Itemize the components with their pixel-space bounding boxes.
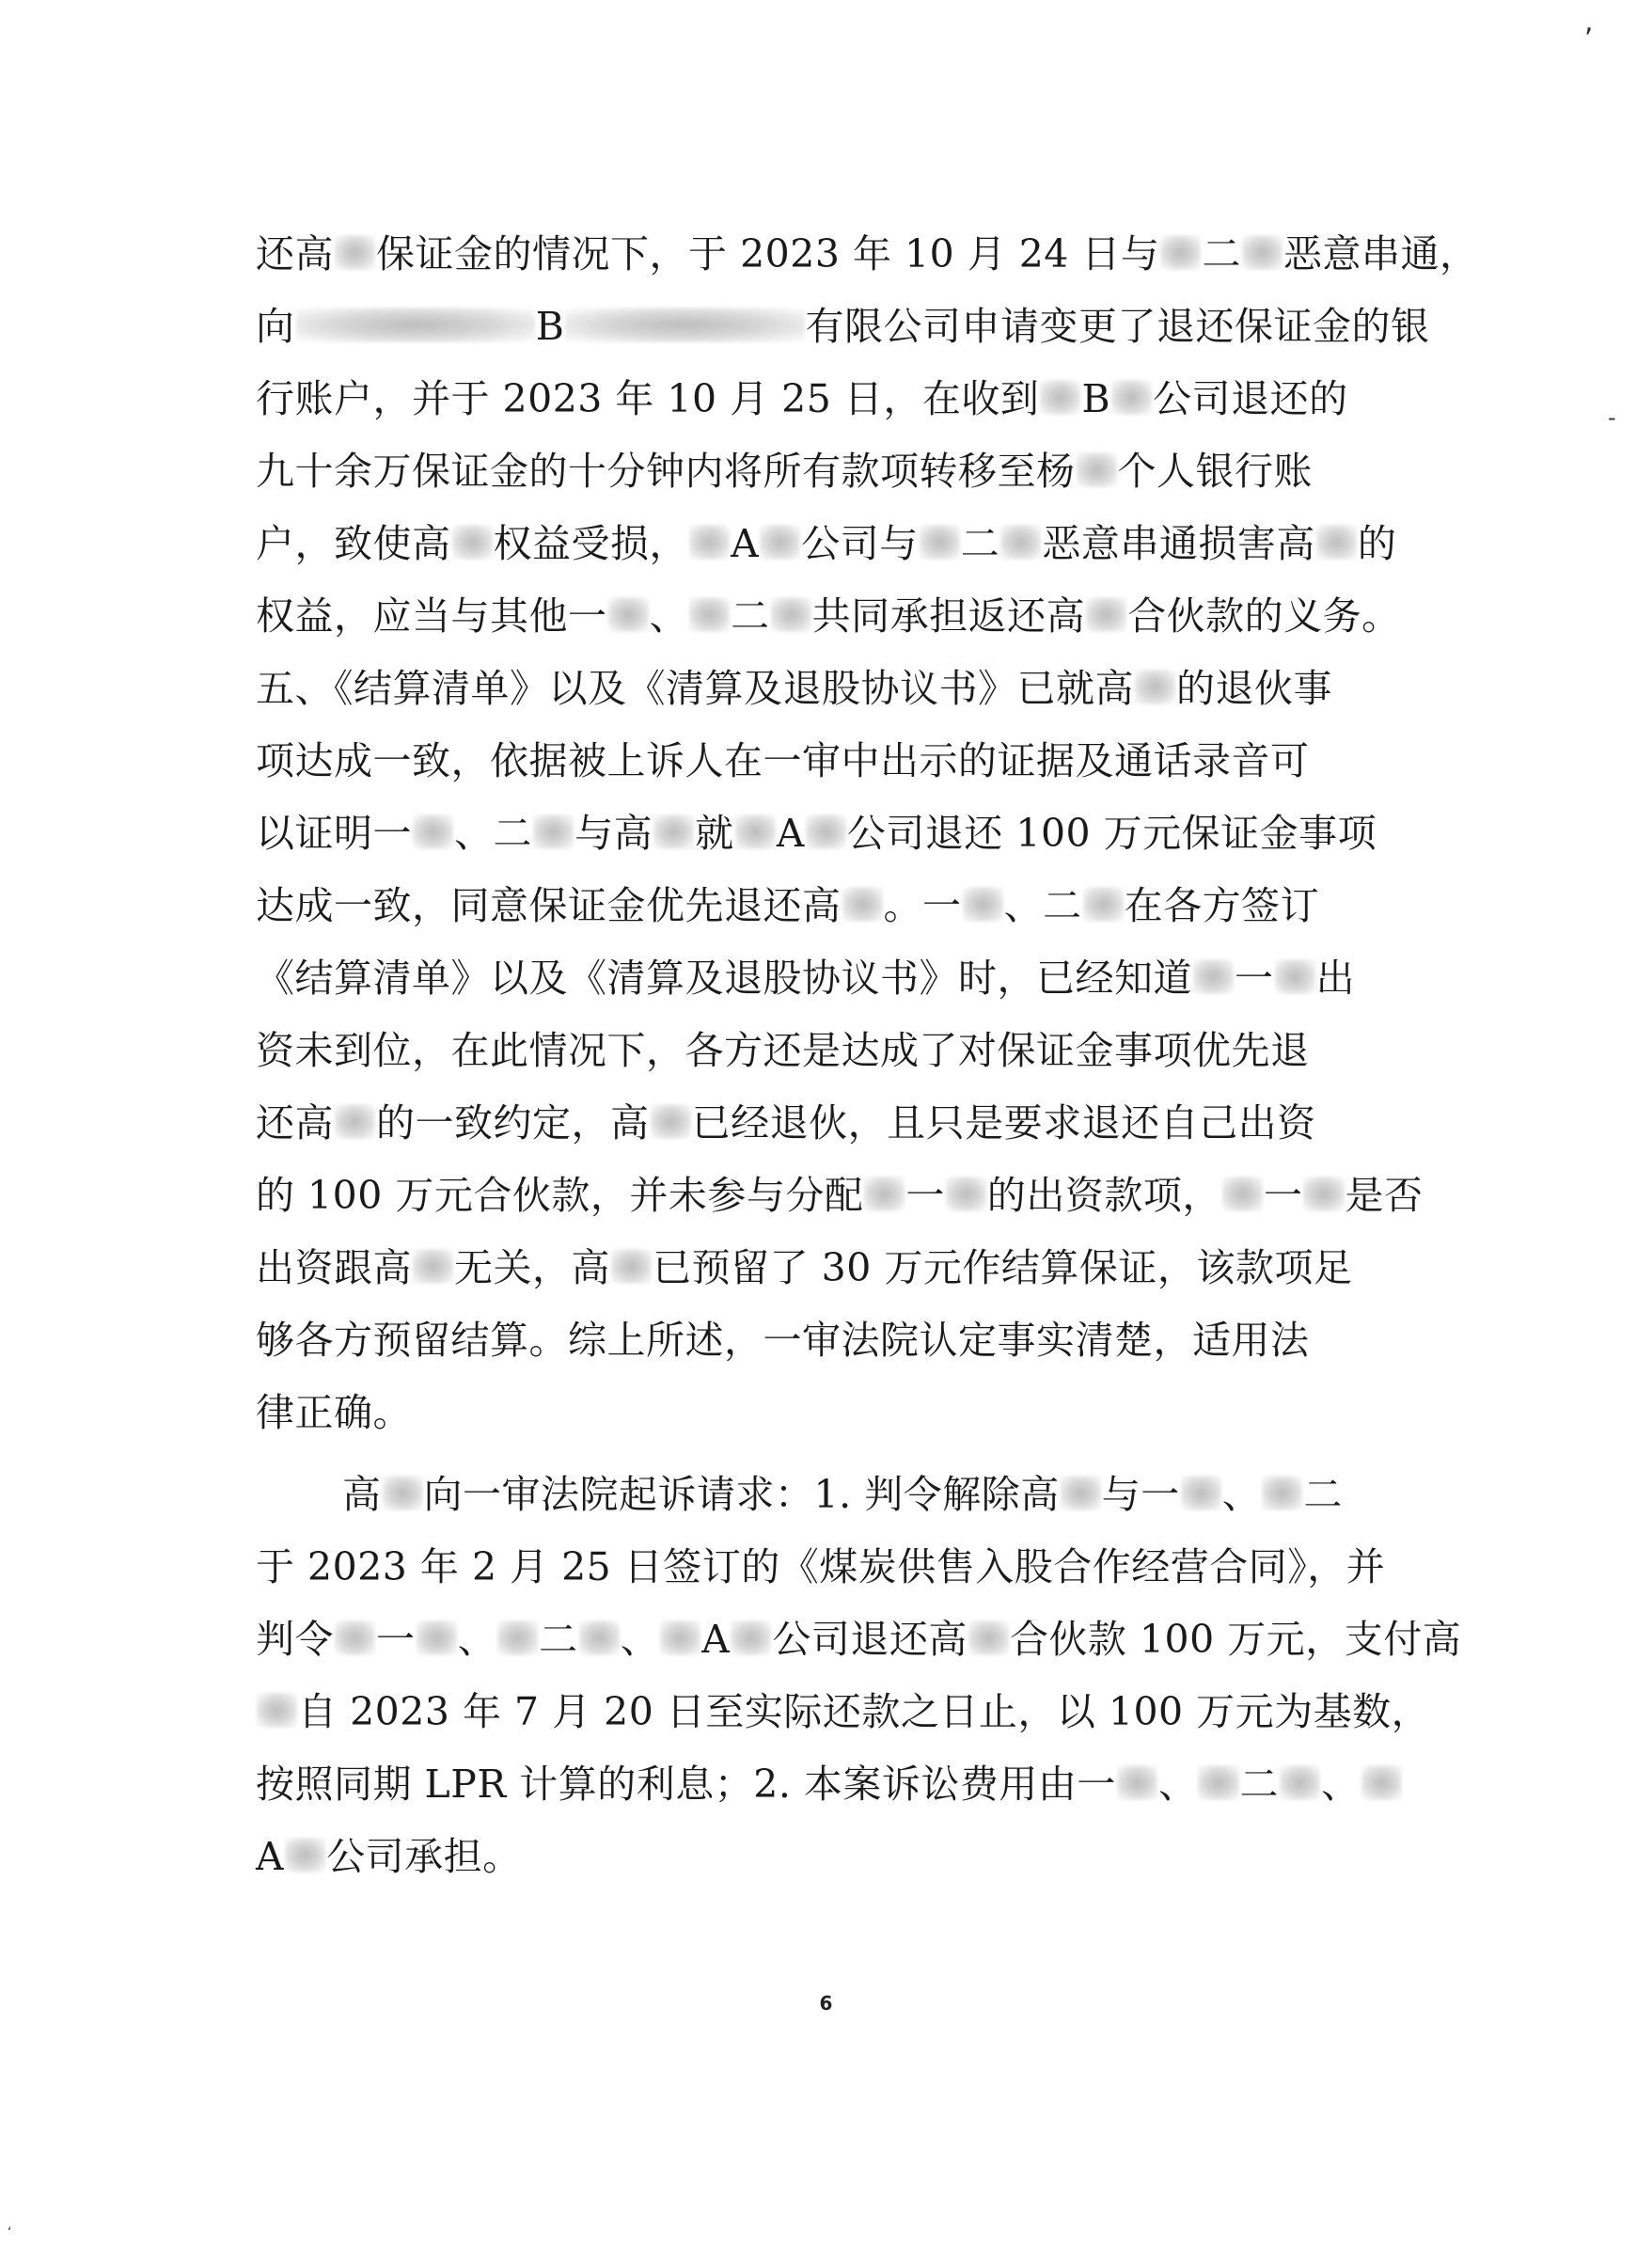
text-segment: 公司退还的 [1153, 376, 1348, 421]
text-segment: 共同承担返还高 [811, 593, 1086, 639]
text-segment: 的 100 万元合伙款，并未参与分配 [256, 1173, 864, 1218]
text-segment: 以证明一 [256, 811, 412, 856]
text-segment: 就 [695, 811, 734, 856]
redacted-name [968, 1620, 1009, 1655]
redacted-name [1316, 525, 1357, 560]
redacted-name [1181, 1476, 1221, 1510]
text-segment: B [535, 304, 565, 349]
text-segment: 。一 [883, 883, 962, 928]
redacted-name [335, 1620, 375, 1655]
redacted-name [842, 887, 883, 922]
redacted-name [383, 1476, 423, 1510]
paragraph-1 [256, 218, 1479, 1449]
text-segment: 与高 [574, 811, 653, 856]
redacted-name [1040, 380, 1080, 415]
text-segment: 二 [1303, 1472, 1343, 1517]
text-segment: 达成一致，同意保证金优先退还高 [256, 883, 842, 928]
redacted-name [1303, 1177, 1344, 1211]
redacted-name [296, 308, 535, 342]
text-segment: 五、《结算清单》以及《清算及退股协议书》已就高 [256, 666, 1134, 711]
text-segment: 够各方预留结算。综上所述，一审法院认定事实清楚，适用法 [256, 1318, 1310, 1363]
text-segment: 《结算清单》以及《清算及退股协议书》时，已经知道 [256, 956, 1192, 1001]
text-segment: 恶意串通， [1283, 231, 1479, 277]
redacted-name [1111, 380, 1152, 415]
text-segment: 公司退还高 [772, 1617, 968, 1662]
text-segment: 于 2023 年 2 月 25 日签订的《煤炭供售入股合作经营合同》，并 [256, 1544, 1386, 1589]
scan-mark-top: , [1584, 6, 1594, 39]
text-line [256, 653, 1412, 725]
text-segment: 的出资款项， [986, 1173, 1221, 1218]
redacted-name [335, 235, 375, 270]
text-segment: 公司退还 100 万元保证金事项 [846, 811, 1377, 856]
text-line [256, 508, 1412, 580]
redacted-name [731, 1620, 771, 1655]
redacted-name [608, 597, 649, 632]
redacted-name [1077, 452, 1117, 487]
text-segment: A [256, 1834, 285, 1879]
text-segment: A [731, 521, 760, 566]
redacted-name [1361, 1765, 1402, 1800]
redacted-name [946, 1177, 986, 1211]
text-line [256, 291, 1430, 363]
text-segment: 公司与 [801, 521, 919, 566]
text-segment: 自 2023 年 7 月 20 日至实际还款之日止，以 100 万元为基数， [298, 1689, 1431, 1734]
redacted-name [1117, 1765, 1157, 1800]
text-segment: 是否 [1345, 1173, 1424, 1218]
text-segment: 二 [1239, 1762, 1279, 1807]
redacted-name [1198, 1765, 1238, 1800]
text-segment: 与一 [1101, 1472, 1180, 1517]
text-segment: 、 [620, 1617, 660, 1662]
redacted-name [1262, 1476, 1302, 1510]
redacted-name [920, 525, 960, 560]
text-line [256, 1377, 1412, 1449]
text-segment: 有限公司申请变更了退还保证金的银 [805, 304, 1430, 349]
redacted-name [1193, 959, 1234, 994]
text-segment: 权益受损， [493, 521, 689, 566]
text-segment: 、二 [454, 811, 533, 856]
text-segment: 、 [1321, 1762, 1361, 1807]
text-segment: 资未到位，在此情况下，各方还是达成了对保证金事项优先退 [256, 1028, 1310, 1073]
redacted-name [1061, 1476, 1101, 1510]
redacted-name [1135, 670, 1175, 704]
body-text [256, 218, 1479, 1893]
text-segment: 高 [342, 1472, 382, 1517]
redacted-name [1000, 525, 1041, 560]
scan-mark-bottom: ʻ [8, 2225, 12, 2240]
redacted-name [864, 1177, 905, 1211]
text-segment: 已预留了 30 万元作结算保证，该款项足 [653, 1245, 1353, 1290]
redacted-name [611, 1249, 652, 1284]
text-segment: 权益，应当与其他一 [256, 593, 607, 639]
text-segment: 的 [1357, 521, 1397, 566]
text-line [256, 218, 1479, 291]
text-segment: 二 [1202, 231, 1241, 277]
redacted-name [1160, 235, 1201, 270]
redacted-name [285, 1838, 325, 1873]
text-segment: 二 [960, 521, 1000, 566]
text-line [256, 363, 1412, 435]
text-segment: 一 [376, 1617, 416, 1662]
text-segment: 恶意串通损害高 [1042, 521, 1315, 566]
redacted-name [452, 525, 493, 560]
redacted-name [335, 1104, 375, 1139]
redacted-name [660, 1620, 700, 1655]
redacted-name [565, 308, 804, 342]
text-segment: 、 [649, 593, 689, 639]
text-segment: 向 [256, 304, 295, 349]
text-line [256, 1087, 1412, 1160]
text-segment: 的一致约定，高 [376, 1100, 650, 1146]
text-segment: 向一审法院起诉请求：1. 判令解除高 [423, 1472, 1060, 1517]
redacted-name [579, 1620, 620, 1655]
text-line [256, 942, 1412, 1015]
text-segment: 项达成一致，依据被上诉人在一审中出示的证据及通话录音可 [256, 738, 1310, 783]
scan-mark-mid: - [1608, 404, 1616, 431]
redacted-name [689, 597, 730, 632]
text-segment: 一 [905, 1173, 945, 1218]
redacted-name [1280, 1765, 1320, 1800]
redacted-name [1222, 1177, 1263, 1211]
redacted-name [806, 814, 846, 849]
text-segment: 行账户，并于 2023 年 10 月 25 日，在收到 [256, 376, 1040, 421]
text-segment: 二 [539, 1617, 578, 1662]
text-line [256, 1531, 1412, 1604]
text-line [256, 1232, 1412, 1304]
redacted-name [413, 814, 453, 849]
text-line [256, 1676, 1431, 1748]
redacted-name [651, 1104, 691, 1139]
text-line [256, 435, 1412, 508]
text-line [256, 1015, 1412, 1087]
redacted-name [257, 1693, 297, 1728]
text-segment: 个人银行账 [1117, 449, 1314, 494]
text-segment: 合伙款的义务。 [1127, 593, 1401, 639]
redacted-name [1083, 887, 1124, 922]
text-segment: 一 [1235, 956, 1274, 1001]
text-segment: 保证金的情况下，于 2023 年 10 月 24 日与 [376, 231, 1160, 277]
text-line [256, 1604, 1462, 1676]
redacted-name [689, 525, 730, 560]
text-segment: 还高 [256, 1100, 334, 1146]
redacted-name [653, 814, 694, 849]
redacted-name [760, 525, 800, 560]
text-segment: 公司承担。 [326, 1834, 522, 1879]
text-segment: 二 [731, 593, 770, 639]
redacted-name [735, 814, 776, 849]
text-segment: 已经退伙，且只是要求退还自己出资 [691, 1100, 1316, 1146]
text-line [256, 1304, 1412, 1377]
text-segment: 九十余万保证金的十分钟内将所有款项转移至杨 [256, 449, 1076, 494]
redacted-name [1086, 597, 1126, 632]
text-segment: B [1081, 376, 1111, 421]
text-line [256, 1748, 1412, 1821]
text-segment: 一 [1263, 1173, 1303, 1218]
text-segment: 、 [1157, 1762, 1198, 1807]
redacted-name [771, 597, 811, 632]
redacted-name [533, 814, 574, 849]
text-segment: 的退伙事 [1176, 666, 1333, 711]
text-line [256, 725, 1412, 798]
text-segment: 还高 [256, 231, 334, 277]
text-line [256, 798, 1412, 870]
text-line [256, 1821, 1412, 1893]
text-line [256, 580, 1412, 653]
text-segment: 合伙款 100 万元，支付高 [1009, 1617, 1462, 1662]
page-number: 6 [819, 1992, 833, 2015]
text-segment: 户，致使高 [256, 521, 451, 566]
text-segment: 按照同期 LPR 计算的利息；2. 本案诉讼费用由一 [256, 1762, 1116, 1807]
redacted-name [1242, 235, 1282, 270]
text-segment: 、 [1221, 1472, 1262, 1517]
text-line [256, 1459, 1412, 1531]
paragraph-2 [256, 1459, 1462, 1893]
redacted-name [417, 1620, 457, 1655]
text-segment: A [776, 811, 805, 856]
redacted-name [963, 887, 1003, 922]
text-segment: 、 [457, 1617, 497, 1662]
redacted-name [1275, 959, 1315, 994]
text-segment: 出资跟高 [256, 1245, 412, 1290]
redacted-name [413, 1249, 453, 1284]
text-segment: 在各方签订 [1124, 883, 1320, 928]
text-line [256, 870, 1412, 942]
redacted-name [497, 1620, 538, 1655]
text-segment: 、二 [1003, 883, 1082, 928]
text-segment: 出 [1315, 956, 1356, 1001]
text-segment: 无关，高 [454, 1245, 611, 1290]
text-segment: 律正确。 [256, 1390, 412, 1435]
text-segment: A [701, 1617, 731, 1662]
text-segment: 判令 [256, 1617, 334, 1662]
text-line [256, 1160, 1424, 1232]
